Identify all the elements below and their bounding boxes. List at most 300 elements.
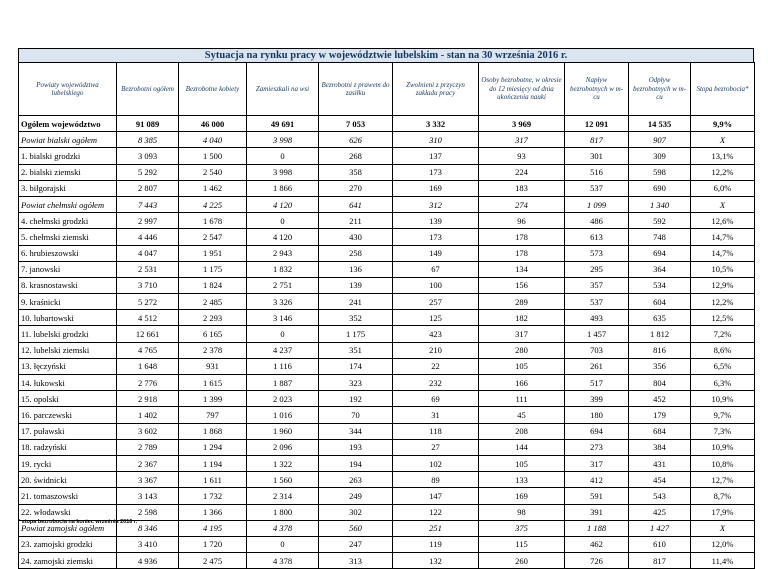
value-cell: 431 (629, 455, 691, 471)
value-cell: 1 720 (179, 536, 247, 552)
report-sheet (18, 48, 754, 569)
row-label-cell: 5. chełmski ziemski (19, 229, 117, 245)
value-cell: 626 (319, 132, 393, 148)
value-cell: 351 (319, 342, 393, 358)
value-cell: 2 997 (117, 213, 179, 229)
table-row (19, 294, 755, 310)
value-cell: 14,7% (691, 245, 755, 261)
column-header: Odpływ bezrobotnych w m-cu (629, 63, 691, 116)
value-cell: 89 (393, 472, 479, 488)
value-cell: 192 (319, 391, 393, 407)
value-cell: 399 (565, 391, 629, 407)
table-row (19, 439, 755, 455)
value-cell: 193 (319, 439, 393, 455)
value-cell: 3 998 (247, 132, 319, 148)
value-cell: 1 866 (247, 180, 319, 196)
value-cell: 1 800 (247, 504, 319, 520)
value-cell: 344 (319, 423, 393, 439)
value-cell: 684 (629, 423, 691, 439)
value-cell: 122 (393, 504, 479, 520)
value-cell: 134 (479, 261, 565, 277)
row-label-cell: 14. łukowski (19, 375, 117, 391)
value-cell: 6 165 (179, 326, 247, 342)
value-cell: 694 (565, 423, 629, 439)
column-header: Bezrobotni z prawem do zasiłku (319, 63, 393, 116)
value-cell: 412 (565, 472, 629, 488)
value-cell: 1 188 (565, 520, 629, 536)
value-cell: 430 (319, 229, 393, 245)
value-cell: 8,6% (691, 342, 755, 358)
value-cell: 2 293 (179, 310, 247, 326)
value-cell: 1 732 (179, 488, 247, 504)
value-cell: 613 (565, 229, 629, 245)
value-cell: 2 023 (247, 391, 319, 407)
table-row (19, 375, 755, 391)
value-cell: 12 661 (117, 326, 179, 342)
column-header: Bezrobotne kobiety (179, 63, 247, 116)
value-cell: 2 598 (117, 504, 179, 520)
value-cell: 102 (393, 455, 479, 471)
value-cell: 573 (565, 245, 629, 261)
value-cell: 178 (479, 245, 565, 261)
table-row (19, 180, 755, 196)
value-cell: 2 475 (179, 553, 247, 569)
value-cell: 0 (247, 213, 319, 229)
row-label-cell: 24. zamojski ziemski (19, 553, 117, 569)
value-cell: 317 (479, 326, 565, 342)
value-cell: 357 (565, 277, 629, 293)
value-cell: 797 (179, 407, 247, 423)
value-cell: 2 096 (247, 439, 319, 455)
value-cell: 2 807 (117, 180, 179, 196)
value-cell: 516 (565, 164, 629, 180)
value-cell: 100 (393, 277, 479, 293)
table-row (19, 423, 755, 439)
row-label-cell: 15. opolski (19, 391, 117, 407)
value-cell: 610 (629, 536, 691, 552)
table-row (19, 488, 755, 504)
value-cell: 6,5% (691, 358, 755, 374)
column-header: Powiaty województwa lubelskiego (19, 63, 117, 116)
value-cell: 12,5% (691, 310, 755, 326)
value-cell: 289 (479, 294, 565, 310)
value-cell: 119 (393, 536, 479, 552)
column-header: Bezrobotni ogółem (117, 63, 179, 116)
value-cell: 7 443 (117, 196, 179, 212)
value-cell: 309 (629, 148, 691, 164)
row-label-cell: Powiat chełmski ogółem (19, 196, 117, 212)
value-cell: 4 446 (117, 229, 179, 245)
value-cell: 9,9% (691, 116, 755, 132)
value-cell: 2 918 (117, 391, 179, 407)
value-cell: 817 (629, 553, 691, 569)
value-cell: 364 (629, 261, 691, 277)
value-cell: 149 (393, 245, 479, 261)
value-cell: 67 (393, 261, 479, 277)
value-cell: 27 (393, 439, 479, 455)
value-cell: 1 824 (179, 277, 247, 293)
value-cell: 2 776 (117, 375, 179, 391)
value-cell: 3 602 (117, 423, 179, 439)
row-label-cell: 20. świdnicki (19, 472, 117, 488)
value-cell: 232 (393, 375, 479, 391)
value-cell: 537 (565, 294, 629, 310)
value-cell: 1 832 (247, 261, 319, 277)
value-cell: 180 (565, 407, 629, 423)
value-cell: 6,0% (691, 180, 755, 196)
value-cell: 169 (393, 180, 479, 196)
row-label-cell: 1. bialski grodzki (19, 148, 117, 164)
value-cell: 224 (479, 164, 565, 180)
value-cell: 280 (479, 342, 565, 358)
value-cell: 3 410 (117, 536, 179, 552)
table-row (19, 342, 755, 358)
table-row (19, 407, 755, 423)
column-header: Napływ bezrobotnych w m-cu (565, 63, 629, 116)
value-cell: 931 (179, 358, 247, 374)
value-cell: 1 099 (565, 196, 629, 212)
value-cell: 105 (479, 455, 565, 471)
value-cell: 156 (479, 277, 565, 293)
value-cell: 147 (393, 488, 479, 504)
value-cell: 105 (479, 358, 565, 374)
value-cell: 211 (319, 213, 393, 229)
value-cell: 144 (479, 439, 565, 455)
value-cell: 10,8% (691, 455, 755, 471)
value-cell: 356 (629, 358, 691, 374)
row-label-cell: 21. tomaszowski (19, 488, 117, 504)
value-cell: 133 (479, 472, 565, 488)
value-cell: 14 535 (629, 116, 691, 132)
row-label-cell: 9. kraśnicki (19, 294, 117, 310)
value-cell: 10,5% (691, 261, 755, 277)
value-cell: 4 765 (117, 342, 179, 358)
value-cell: 249 (319, 488, 393, 504)
value-cell: 137 (393, 148, 479, 164)
value-cell: 12,0% (691, 536, 755, 552)
value-cell: 98 (479, 504, 565, 520)
value-cell: 694 (629, 245, 691, 261)
value-cell: 452 (629, 391, 691, 407)
value-cell: 258 (319, 245, 393, 261)
value-cell: 166 (479, 375, 565, 391)
value-cell: 384 (629, 439, 691, 455)
value-cell: 4 120 (247, 196, 319, 212)
row-label-cell: 12. lubelski ziemski (19, 342, 117, 358)
value-cell: 1 457 (565, 326, 629, 342)
row-label-cell: Ogółem województwo (19, 116, 117, 132)
value-cell: 93 (479, 148, 565, 164)
table-row (19, 536, 755, 552)
value-cell: 1 294 (179, 439, 247, 455)
row-label-cell: 19. rycki (19, 455, 117, 471)
value-cell: X (691, 520, 755, 536)
value-cell: 1 611 (179, 472, 247, 488)
value-cell: 7,3% (691, 423, 755, 439)
table-row (19, 148, 755, 164)
value-cell: 2 547 (179, 229, 247, 245)
value-cell: 1 399 (179, 391, 247, 407)
value-cell: 270 (319, 180, 393, 196)
value-cell: 486 (565, 213, 629, 229)
value-cell: 310 (393, 132, 479, 148)
value-cell: 174 (319, 358, 393, 374)
value-cell: 4 120 (247, 229, 319, 245)
value-cell: 12,2% (691, 164, 755, 180)
value-cell: 1 648 (117, 358, 179, 374)
total-row (19, 116, 755, 132)
value-cell: 3 969 (479, 116, 565, 132)
value-cell: 312 (393, 196, 479, 212)
row-label-cell: 6. hrubieszowski (19, 245, 117, 261)
value-cell: 302 (319, 504, 393, 520)
value-cell: 517 (565, 375, 629, 391)
value-cell: 2 367 (117, 455, 179, 471)
value-cell: 139 (319, 277, 393, 293)
value-cell: 257 (393, 294, 479, 310)
value-cell: 804 (629, 375, 691, 391)
value-cell: 317 (565, 455, 629, 471)
value-cell: 2 531 (117, 261, 179, 277)
value-cell: 179 (629, 407, 691, 423)
value-cell: 46 000 (179, 116, 247, 132)
table-row (19, 472, 755, 488)
value-cell: 816 (629, 342, 691, 358)
table-row (19, 504, 755, 520)
value-cell: X (691, 196, 755, 212)
value-cell: 423 (393, 326, 479, 342)
value-cell: 0 (247, 536, 319, 552)
row-label-cell: 16. parczewski (19, 407, 117, 423)
value-cell: 22 (393, 358, 479, 374)
report-title: Sytuacja na rynku pracy w województwie lubelskim - stan na 30 września 2016 r. (18, 48, 754, 62)
value-cell: 1 868 (179, 423, 247, 439)
table-body (19, 116, 755, 569)
value-cell: 70 (319, 407, 393, 423)
value-cell: 1 500 (179, 148, 247, 164)
value-cell: 352 (319, 310, 393, 326)
value-cell: 543 (629, 488, 691, 504)
value-cell: 194 (319, 455, 393, 471)
value-cell: 12,9% (691, 277, 755, 293)
value-cell: 2 943 (247, 245, 319, 261)
value-cell: 598 (629, 164, 691, 180)
value-cell: 726 (565, 553, 629, 569)
value-cell: 317 (479, 132, 565, 148)
row-label-cell: 2. bialski ziemski (19, 164, 117, 180)
table-row (19, 277, 755, 293)
value-cell: 635 (629, 310, 691, 326)
value-cell: 641 (319, 196, 393, 212)
row-label-cell: 23. zamojski grodzki (19, 536, 117, 552)
value-cell: 4 512 (117, 310, 179, 326)
value-cell: 8 346 (117, 520, 179, 536)
row-label-cell: 11. lubelski grodzki (19, 326, 117, 342)
value-cell: 5 272 (117, 294, 179, 310)
column-header: Stopa bezrobocia* (691, 63, 755, 116)
value-cell: 115 (479, 536, 565, 552)
value-cell: 3 367 (117, 472, 179, 488)
value-cell: 2 540 (179, 164, 247, 180)
row-label-cell: 17. puławski (19, 423, 117, 439)
value-cell: 263 (319, 472, 393, 488)
value-cell: 1 175 (319, 326, 393, 342)
value-cell: 273 (565, 439, 629, 455)
unemployment-table (18, 62, 755, 569)
value-cell: 13,1% (691, 148, 755, 164)
value-cell: 301 (565, 148, 629, 164)
value-cell: 2 485 (179, 294, 247, 310)
value-cell: 2 314 (247, 488, 319, 504)
value-cell: 462 (565, 536, 629, 552)
row-label-cell: 8. krasnostawski (19, 277, 117, 293)
value-cell: 3 998 (247, 164, 319, 180)
value-cell: 96 (479, 213, 565, 229)
value-cell: 45 (479, 407, 565, 423)
value-cell: 111 (479, 391, 565, 407)
value-cell: 1 402 (117, 407, 179, 423)
row-label-cell: 18. radzyński (19, 439, 117, 455)
value-cell: 1 116 (247, 358, 319, 374)
value-cell: 4 195 (179, 520, 247, 536)
value-cell: 3 332 (393, 116, 479, 132)
value-cell: 1 812 (629, 326, 691, 342)
value-cell: 173 (393, 164, 479, 180)
value-cell: 1 678 (179, 213, 247, 229)
value-cell: 10,9% (691, 439, 755, 455)
value-cell: 4 378 (247, 553, 319, 569)
value-cell: 5 292 (117, 164, 179, 180)
value-cell: 537 (565, 180, 629, 196)
value-cell: 4 936 (117, 553, 179, 569)
value-cell: 49 691 (247, 116, 319, 132)
value-cell: 173 (393, 229, 479, 245)
table-row (19, 229, 755, 245)
table-row (19, 261, 755, 277)
value-cell: 604 (629, 294, 691, 310)
row-label-cell: 4. chełmski grodzki (19, 213, 117, 229)
value-cell: 1 194 (179, 455, 247, 471)
value-cell: 118 (393, 423, 479, 439)
value-cell: 1 951 (179, 245, 247, 261)
column-header: Zwolnieni z przyczyn zakładu pracy (393, 63, 479, 116)
row-label-cell: Powiat zamojski ogółem (19, 520, 117, 536)
table-row (19, 455, 755, 471)
value-cell: 1 175 (179, 261, 247, 277)
value-cell: 69 (393, 391, 479, 407)
footnote: * stopa bezrobocia na koniec września 2016 r. (18, 519, 138, 525)
value-cell: 534 (629, 277, 691, 293)
row-label-cell: 7. janowski (19, 261, 117, 277)
column-header: Osoby bezrobotne, w okresie do 12 miesięcy od dnia ukończenia nauki (479, 63, 565, 116)
value-cell: 14,7% (691, 229, 755, 245)
value-cell: 247 (319, 536, 393, 552)
value-cell: 17,9% (691, 504, 755, 520)
value-cell: 493 (565, 310, 629, 326)
table-row (19, 553, 755, 569)
column-header: Zamieszkali na wsi (247, 63, 319, 116)
value-cell: 3 093 (117, 148, 179, 164)
value-cell: 274 (479, 196, 565, 212)
value-cell: 136 (319, 261, 393, 277)
value-cell: 817 (565, 132, 629, 148)
value-cell: 91 089 (117, 116, 179, 132)
header-row (19, 63, 755, 116)
value-cell: 132 (393, 553, 479, 569)
powiat-summary-row (19, 196, 755, 212)
value-cell: 323 (319, 375, 393, 391)
powiat-summary-row (19, 132, 755, 148)
value-cell: 3 146 (247, 310, 319, 326)
table-row (19, 213, 755, 229)
value-cell: 391 (565, 504, 629, 520)
value-cell: 208 (479, 423, 565, 439)
value-cell: 425 (629, 504, 691, 520)
row-label-cell: Powiat bialski ogółem (19, 132, 117, 148)
table-row (19, 358, 755, 374)
value-cell: 260 (479, 553, 565, 569)
value-cell: 2 789 (117, 439, 179, 455)
value-cell: 261 (565, 358, 629, 374)
value-cell: 313 (319, 553, 393, 569)
value-cell: 0 (247, 326, 319, 342)
value-cell: 1 016 (247, 407, 319, 423)
value-cell: 2 751 (247, 277, 319, 293)
value-cell: 703 (565, 342, 629, 358)
value-cell: 454 (629, 472, 691, 488)
value-cell: 10,9% (691, 391, 755, 407)
value-cell: 241 (319, 294, 393, 310)
value-cell: 4 047 (117, 245, 179, 261)
value-cell: 268 (319, 148, 393, 164)
value-cell: 560 (319, 520, 393, 536)
value-cell: 12,2% (691, 294, 755, 310)
value-cell: 169 (479, 488, 565, 504)
value-cell: 591 (565, 488, 629, 504)
value-cell: 358 (319, 164, 393, 180)
value-cell: 3 143 (117, 488, 179, 504)
value-cell: 1 340 (629, 196, 691, 212)
value-cell: 1 427 (629, 520, 691, 536)
value-cell: 8 385 (117, 132, 179, 148)
value-cell: 7,2% (691, 326, 755, 342)
value-cell: 210 (393, 342, 479, 358)
value-cell: 3 710 (117, 277, 179, 293)
value-cell: 4 040 (179, 132, 247, 148)
value-cell: 375 (479, 520, 565, 536)
value-cell: 12 091 (565, 116, 629, 132)
value-cell: 4 378 (247, 520, 319, 536)
value-cell: 748 (629, 229, 691, 245)
value-cell: 31 (393, 407, 479, 423)
value-cell: 7 053 (319, 116, 393, 132)
row-label-cell: 10. lubartowski (19, 310, 117, 326)
row-label-cell: 22. włodawski (19, 504, 117, 520)
value-cell: 6,3% (691, 375, 755, 391)
value-cell: 12,6% (691, 213, 755, 229)
value-cell: 1 366 (179, 504, 247, 520)
value-cell: 4 225 (179, 196, 247, 212)
row-label-cell: 3. biłgorajski (19, 180, 117, 196)
value-cell: 9,7% (691, 407, 755, 423)
value-cell: 182 (479, 310, 565, 326)
value-cell: 4 237 (247, 342, 319, 358)
value-cell: 295 (565, 261, 629, 277)
value-cell: 0 (247, 148, 319, 164)
value-cell: 1 462 (179, 180, 247, 196)
value-cell: 592 (629, 213, 691, 229)
value-cell: 3 326 (247, 294, 319, 310)
